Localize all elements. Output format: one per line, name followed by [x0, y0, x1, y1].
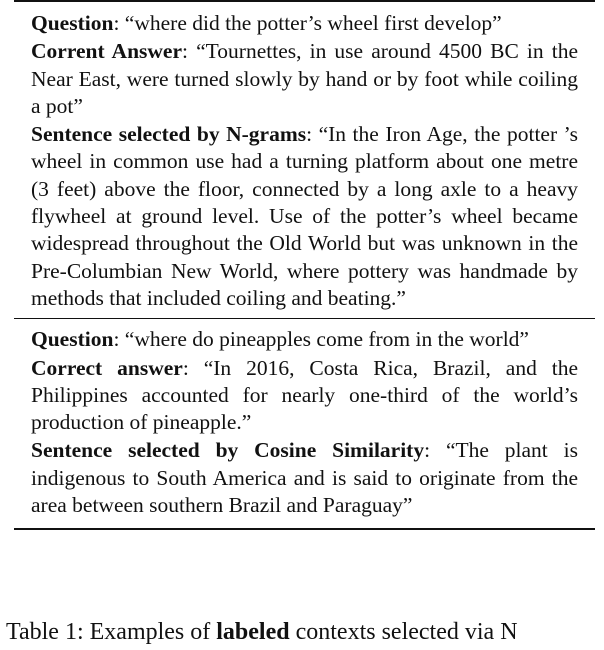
selected-sentence-entry: [31, 437, 578, 519]
question-text: “where did the potter’s wheel first develop”: [124, 11, 502, 35]
table-bottom-rule: [14, 528, 595, 530]
selected-sentence-entry: [31, 121, 578, 312]
label-separator: :: [424, 438, 446, 463]
examples-table: [14, 0, 595, 530]
caption-prefix: Table 1: Examples of: [6, 619, 217, 645]
selected-sentence-text: “The plant is indigenous to South America and is said to originate from the area between southern Brazil and Paraguay”: [31, 438, 578, 518]
answer-entry: [31, 38, 578, 120]
question-label: Question: [31, 11, 114, 35]
question-label: Question: [31, 327, 114, 352]
label-separator: :: [113, 327, 125, 352]
caption-suffix: contexts selected via N: [289, 619, 518, 645]
example-block-2: [14, 319, 595, 528]
selected-sentence-text: “In the Iron Age, the potter ’s wheel in common use had a turning platform about one metre (3 feet) above the floor, connected by a long axle to a heavy flywheel at ground level. Use of the potter’s wheel became widespread throughout the Old World but was unknown in the Pre-Columbian New World, where pottery was handmade by methods that included coiling and beating.”: [31, 122, 578, 310]
label-separator: :: [182, 355, 204, 380]
answer-text: “Tournettes, in use around 4500 BC in the Near East, were turned slowly by hand or by foot while coiling a pot”: [31, 39, 578, 118]
question-entry: [31, 10, 578, 37]
answer-entry: [31, 355, 578, 437]
label-separator: :: [182, 39, 197, 64]
example-block-1: [14, 2, 595, 318]
caption-bold-term: labeled: [216, 619, 290, 645]
question-entry: [31, 326, 578, 353]
answer-label: Correct answer: [31, 355, 183, 380]
table-caption: [6, 617, 518, 647]
label-separator: :: [306, 122, 319, 147]
answer-text: “In 2016, Costa Rica, Brazil, and the Philippines accounted for nearly one-third of the world’s production of pineapple.”: [31, 355, 578, 435]
selected-sentence-label: Sentence selected by Cosine Similarity: [31, 438, 425, 463]
label-separator: :: [113, 11, 125, 35]
answer-label: Corrent Answer: [31, 39, 183, 64]
question-text: “where do pineapples come from in the world”: [124, 327, 529, 352]
selected-sentence-label: Sentence selected by N-grams: [31, 122, 307, 147]
